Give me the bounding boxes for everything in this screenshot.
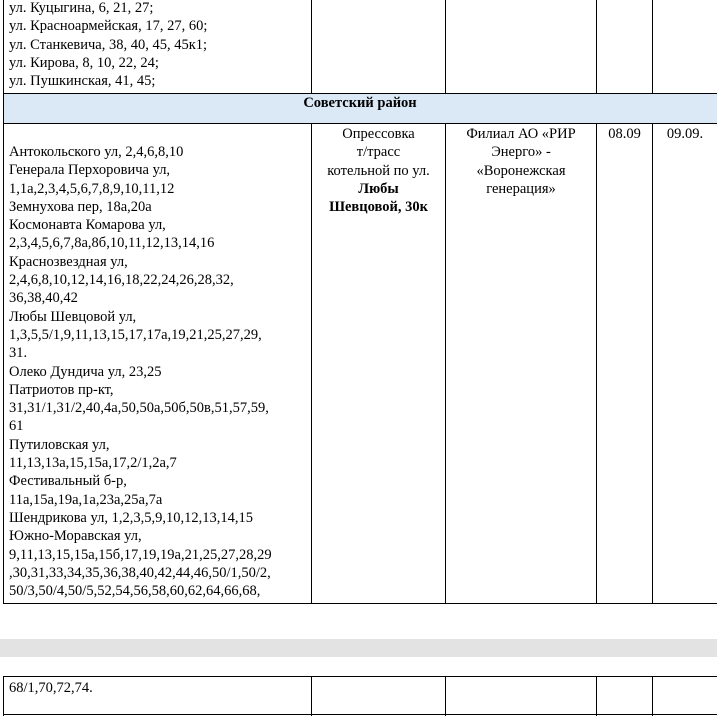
address-line: Южно-Моравская ул,	[9, 528, 142, 545]
address-line: 31.	[9, 345, 28, 362]
address-line: Земнухова пер, 18а,20а	[9, 198, 152, 215]
address-line: 36,38,40,42	[9, 290, 78, 307]
address-line: 11а,15а,19а,1а,23а,25а,7а	[9, 491, 163, 508]
table-border-left	[3, 0, 4, 604]
organization-line: Филиал АО «РИР	[466, 126, 576, 142]
work-line: Опрессовка	[342, 126, 415, 142]
district-title: Советский район	[303, 95, 417, 111]
address-line: Антокольского ул, 2,4,6,8,10	[9, 144, 184, 160]
column-divider	[596, 676, 597, 716]
work-line: котельной по ул.	[327, 162, 430, 179]
table-border-left	[3, 676, 4, 716]
address-line: Патриотов пр-кт,	[9, 381, 114, 398]
top-addresses-cell	[9, 0, 309, 90]
page-separator-band	[0, 639, 717, 657]
organization-line: генерация»	[486, 180, 556, 197]
column-divider	[445, 123, 446, 604]
table-border-bottom	[3, 714, 717, 715]
address-line: 1,1а,2,3,4,5,6,7,8,9,10,11,12	[9, 180, 175, 197]
address-line: Путиловская ул,	[9, 436, 110, 453]
organization-line: «Воронежская	[476, 162, 566, 179]
address-line: Олеко Дундича ул, 23,25	[9, 363, 162, 380]
column-divider	[652, 676, 653, 716]
address-line: Шендрикова ул, 1,2,3,5,9,10,12,13,14,15	[9, 509, 253, 526]
column-divider	[445, 0, 446, 93]
column-divider	[311, 676, 312, 716]
work-line: т/трасс	[356, 144, 401, 161]
address-line: Космонавта Комарова ул,	[9, 217, 166, 234]
column-divider	[445, 676, 446, 716]
address-line: ул. Станкевича, 38, 40, 45, 45к1;	[9, 36, 208, 53]
address-line: ,30,31,33,34,35,36,38,40,42,44,46,50/1,50/2,	[9, 564, 271, 581]
address-line: 50/3,50/4,50/5,52,54,56,58,60,62,64,66,68,	[9, 583, 261, 600]
work-line-bold: Шевцовой, 30к	[329, 199, 428, 216]
date-end-cell: 09.09.	[666, 126, 704, 142]
address-line: Любы Шевцовой ул,	[9, 308, 137, 325]
column-divider	[652, 123, 653, 604]
address-line: ул. Пушкинская, 41, 45;	[9, 73, 156, 90]
address-line: Краснозвездная ул,	[9, 253, 128, 270]
organization-cell	[446, 125, 596, 198]
table-border-top	[3, 676, 717, 677]
address-line: 2,4,6,8,10,12,14,16,18,22,24,26,28,32,	[9, 272, 234, 289]
column-divider	[311, 0, 312, 93]
column-divider	[596, 0, 597, 93]
column-divider	[596, 123, 597, 604]
table-page-2	[0, 676, 717, 716]
address-line: Фестивальный б-р,	[9, 473, 127, 490]
organization-line: Энерго» -	[491, 144, 551, 161]
column-divider	[311, 123, 312, 604]
address-line: 11,13,13а,15,15а,17,2/1,2а,7	[9, 455, 177, 472]
address-line: 1,3,5,5/1,9,11,13,15,17,17а,19,21,25,27,29,	[9, 326, 262, 343]
continuation-cell: 68/1,70,72,74.	[9, 680, 93, 696]
address-line: 9,11,13,15,15а,15б,17,19,19а,21,25,27,28,29	[9, 546, 272, 563]
work-description-cell	[312, 125, 445, 216]
address-line: 31,31/1,31/2,40,4а,50,50а,50б,50в,51,57,59,	[9, 400, 269, 417]
address-line: 61	[9, 418, 24, 435]
address-line: Генерала Перхоровича ул,	[9, 162, 171, 179]
column-divider	[652, 0, 653, 93]
work-line-bold: Любы	[358, 180, 399, 197]
address-line: 2,3,4,5,6,7,8а,8б,10,11,12,13,14,16	[9, 235, 215, 252]
date-start-cell: 08.09	[608, 126, 641, 142]
address-line: ул. Красноармейская, 17, 27, 60;	[9, 18, 208, 35]
address-line: ул. Кирова, 8, 10, 22, 24;	[9, 54, 159, 71]
address-list-cell	[9, 143, 309, 600]
address-line: ул. Куцыгина, 6, 21, 27;	[9, 0, 154, 16]
